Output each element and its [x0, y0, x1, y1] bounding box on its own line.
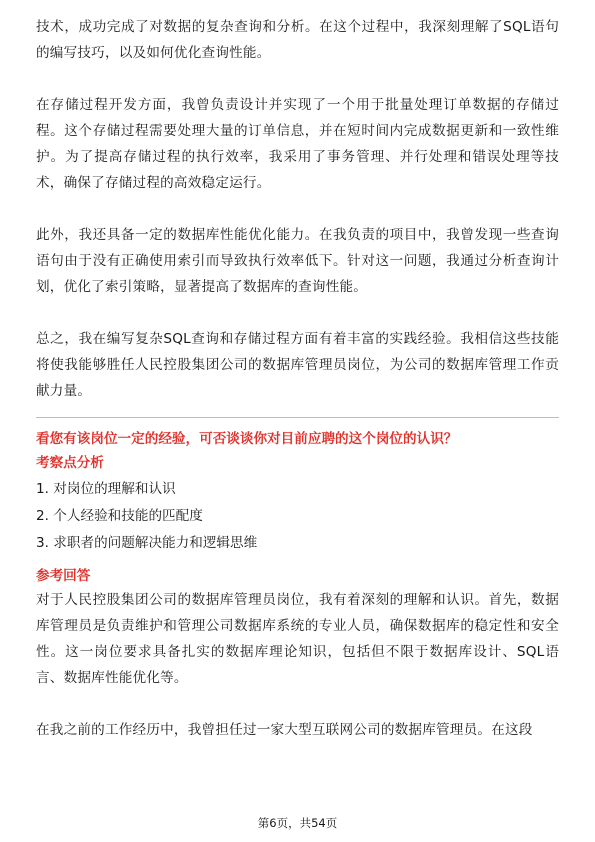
- analysis-point: 1. 对岗位的理解和认识: [36, 481, 176, 497]
- paragraph-gap: [36, 196, 559, 222]
- body-paragraph: 技术，成功完成了对数据的复杂查询和分析。在这个过程中，我深刻理解了SQL语句的编写技巧，以及如何优化查询性能。: [36, 19, 559, 61]
- analysis-points-list: [36, 476, 559, 557]
- paragraph-gap: [36, 691, 559, 717]
- section-divider: [36, 417, 559, 418]
- answer-paragraph: 对于人民控股集团公司的数据库管理员岗位，我有着深刻的理解和认识。首先，数据库管理员是负责维护和管理公司数据库系统的专业人员，确保数据库的稳定性和安全性。这一岗位要求具备扎实的数据库理论知识，包括但不限于数据库设计、SQL语言、数据库性能优化等。: [36, 592, 559, 686]
- analysis-point: 2. 个人经验和技能的匹配度: [36, 508, 203, 524]
- paragraph-gap: [36, 66, 559, 92]
- body-paragraph: 此外，我还具备一定的数据库性能优化能力。在我负责的项目中，我曾发现一些查询语句由于没有正确使用索引而导致执行效率低下。针对这一问题，我通过分析查询计划，优化了索引策略，显著提高了数据库的查询性能。: [36, 227, 559, 295]
- paragraph-gap: [36, 300, 559, 326]
- page-number-footer: 第6页，共54页: [257, 816, 338, 830]
- interview-question: 看您有该岗位一定的经验，可否谈谈你对目前应聘的这个岗位的认识？: [36, 431, 458, 447]
- analysis-point: 3. 求职者的问题解决能力和逻辑思维: [36, 535, 258, 551]
- document-page: [36, 14, 559, 743]
- body-paragraph: 总之，我在编写复杂SQL查询和存储过程方面有着丰富的实践经验。我相信这些技能将使我能够胜任人民控股集团公司的数据库管理员岗位，为公司的数据库管理工作贡献力量。: [36, 331, 559, 399]
- answer-paragraph: 在我之前的工作经历中，我曾担任过一家大型互联网公司的数据库管理员。在这段: [36, 722, 533, 738]
- analysis-heading: 考察点分析: [36, 455, 104, 471]
- answer-heading: 参考回答: [36, 568, 91, 584]
- body-paragraph: 在存储过程开发方面，我曾负责设计并实现了一个用于批量处理订单数据的存储过程。这个存储过程需要处理大量的订单信息，并在短时间内完成数据更新和一致性维护。为了提高存储过程的执行效率，我采用了事务管理、并行处理和错误处理等技术，确保了存储过程的高效稳定运行。: [36, 97, 559, 191]
